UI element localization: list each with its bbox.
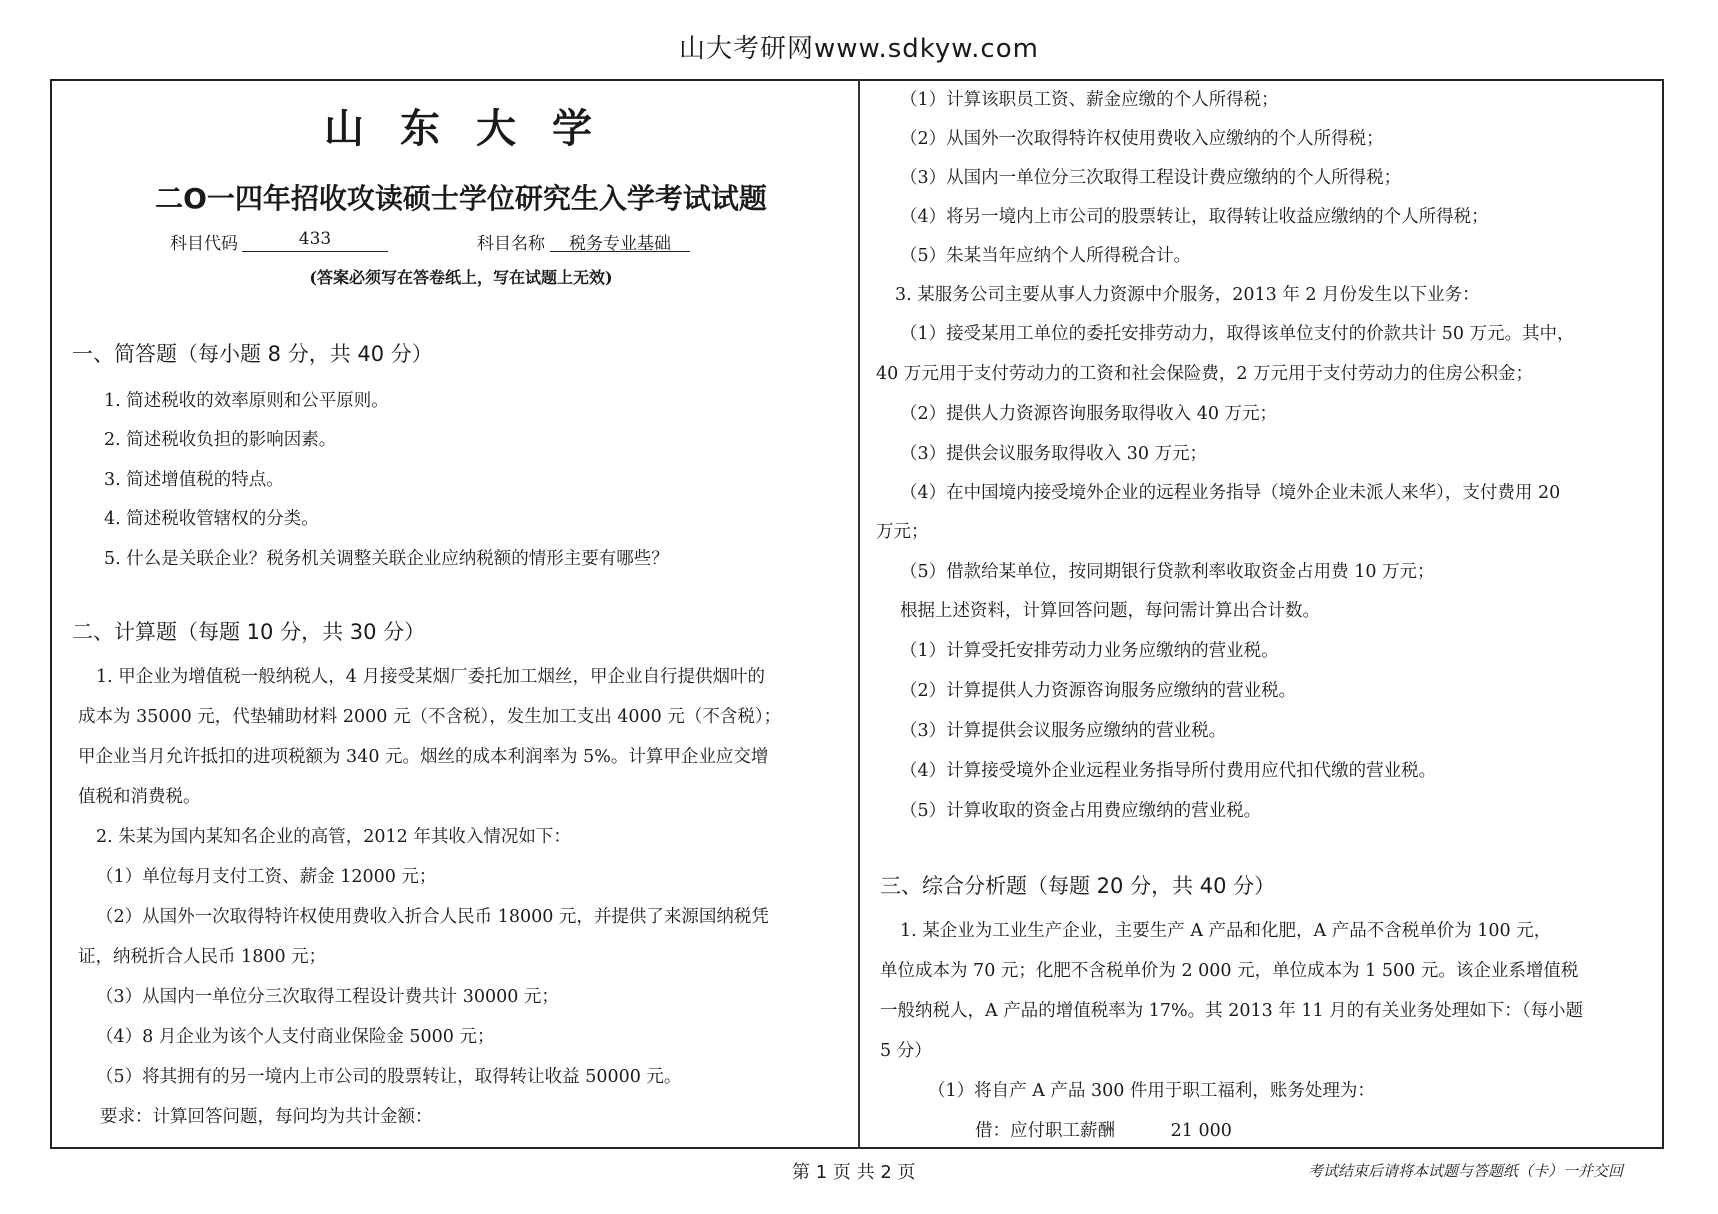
subject-code: 433 bbox=[242, 229, 388, 252]
subject-name: 税务专业基础 bbox=[550, 229, 690, 252]
question-1-3: 3. 简述增值税的特点。 bbox=[104, 470, 284, 490]
right-line: （5）朱某当年应纳个人所得税合计。 bbox=[900, 246, 1192, 266]
section1-title: 一、简答题（每小题 8 分，共 40 分） bbox=[72, 342, 433, 366]
section2-line: 值税和消费税。 bbox=[78, 787, 201, 807]
right-line: （2）提供人力资源咨询服务取得收入 40 万元； bbox=[900, 404, 1278, 424]
column-divider bbox=[858, 79, 860, 1149]
section2-line: 2. 朱某为国内某知名企业的高管，2012 年其收入情况如下： bbox=[96, 827, 571, 847]
question-1-4: 4. 简述税收管辖权的分类。 bbox=[104, 509, 319, 529]
subject-name-label: 科目名称 bbox=[477, 234, 545, 254]
right-line: （1）计算该职员工资、薪金应缴的个人所得税； bbox=[900, 90, 1279, 110]
right-line: （4）计算接受境外企业远程业务指导所付费用应代扣代缴的营业税。 bbox=[900, 761, 1437, 781]
section2-title: 二、计算题（每题 10 分，共 30 分） bbox=[72, 620, 426, 644]
right-line: （4）在中国境内接受境外企业的远程业务指导（境外企业未派人来华），支付费用 20 bbox=[900, 483, 1561, 503]
right-line: （4）将另一境内上市公司的股票转让，取得转让收益应缴纳的个人所得税； bbox=[900, 207, 1489, 227]
section2-line: 甲企业当月允许抵扣的进项税额为 340 元。烟丝的成本利润率为 5%。计算甲企业应交增 bbox=[78, 747, 769, 767]
section2-line: （4）8 月企业为该个人支付商业保险金 5000 元； bbox=[96, 1027, 495, 1047]
section2-line: （3）从国内一单位分三次取得工程设计费共计 30000 元； bbox=[96, 987, 559, 1007]
right-line: （1）计算受托安排劳动力业务应缴纳的营业税。 bbox=[900, 641, 1279, 661]
right-line: （3）提供会议服务取得收入 30 万元； bbox=[900, 444, 1208, 464]
section2-line: 1. 甲企业为增值税一般纳税人，4 月接受某烟厂委托加工烟丝，甲企业自行提供烟叶的 bbox=[96, 667, 765, 687]
answer-notice: (答案必须写在答卷纸上，写在试题上无效) bbox=[309, 268, 613, 287]
footer-note: 考试结束后请将本试题与答题纸（卡）一并交回 bbox=[1308, 1162, 1624, 1180]
section2-line: （1）单位每月支付工资、薪金 12000 元； bbox=[96, 867, 437, 887]
right-line: （3）从国内一单位分三次取得工程设计费应缴纳的个人所得税； bbox=[900, 168, 1402, 188]
right-line: 3. 某服务公司主要从事人力资源中介服务，2013 年 2 月份发生以下业务： bbox=[895, 285, 1480, 305]
section3-line: 单位成本为 70 元；化肥不含税单价为 2 000 元，单位成本为 1 500 元。该企业系增值税 bbox=[880, 961, 1579, 981]
right-line: （3）计算提供会议服务应缴纳的营业税。 bbox=[900, 721, 1227, 741]
site-header: 山大考研网www.sdkyw.com bbox=[679, 34, 1039, 64]
section3-line: 1. 某企业为工业生产企业，主要生产 A 产品和化肥，A 产品不含税单价为 100 元， bbox=[900, 921, 1552, 941]
section2-line: 成本为 35000 元，代垫辅助材料 2000 元（不含税），发生加工支出 4000 元（不含税）； bbox=[78, 707, 782, 727]
right-line: （5）借款给某单位，按同期银行贷款利率收取资金占用费 10 万元； bbox=[900, 562, 1435, 582]
right-line: （5）计算收取的资金占用费应缴纳的营业税。 bbox=[900, 801, 1262, 821]
right-line: 万元； bbox=[876, 522, 929, 542]
section2-line: （5）将其拥有的另一境内上市公司的股票转让，取得转让收益 50000 元。 bbox=[96, 1067, 682, 1087]
section2-line: 证，纳税折合人民币 1800 元； bbox=[78, 947, 327, 967]
question-1-1: 1. 简述税收的效率原则和公平原则。 bbox=[104, 391, 389, 411]
right-line: （1）接受某用工单位的委托安排劳动力，取得该单位支付的价款共计 50 万元。其中， bbox=[900, 324, 1575, 344]
page-number: 第 1 页 共 2 页 bbox=[792, 1162, 916, 1183]
subject-meta bbox=[72, 229, 850, 257]
section3-title: 三、综合分析题（每题 20 分，共 40 分） bbox=[880, 874, 1276, 898]
right-line: （2）从国外一次取得特许权使用费收入应缴纳的个人所得税； bbox=[900, 129, 1384, 149]
section3-line: 借：应付职工薪酬 21 000 bbox=[975, 1121, 1232, 1141]
section3-line: 5 分） bbox=[880, 1041, 932, 1061]
question-1-2: 2. 简述税收负担的影响因素。 bbox=[104, 430, 337, 450]
university-name: 山东大学 bbox=[324, 106, 628, 152]
section3-line: 一般纳税人，A 产品的增值税率为 17%。其 2013 年 11 月的有关业务处理如下：（每小题 bbox=[880, 1001, 1583, 1021]
exam-title: 二O一四年招收攻读硕士学位研究生入学考试试题 bbox=[155, 182, 767, 215]
left-column bbox=[72, 82, 850, 293]
subject-code-label: 科目代码 bbox=[170, 234, 238, 254]
right-line: 40 万元用于支付劳动力的工资和社会保险费，2 万元用于支付劳动力的住房公积金； bbox=[876, 364, 1534, 384]
right-line: 根据上述资料，计算回答问题，每问需计算出合计数。 bbox=[900, 601, 1320, 621]
section2-line: 要求：计算回答问题，每问均为共计金额： bbox=[100, 1107, 433, 1127]
section2-line: （2）从国外一次取得特许权使用费收入折合人民币 18000 元，并提供了来源国纳税凭 bbox=[96, 907, 769, 927]
right-line: （2）计算提供人力资源咨询服务应缴纳的营业税。 bbox=[900, 681, 1297, 701]
section3-line: （1）将自产 A 产品 300 件用于职工福利，账务处理为： bbox=[928, 1081, 1375, 1101]
question-1-5: 5. 什么是关联企业？税务机关调整关联企业应纳税额的情形主要有哪些？ bbox=[104, 549, 669, 569]
